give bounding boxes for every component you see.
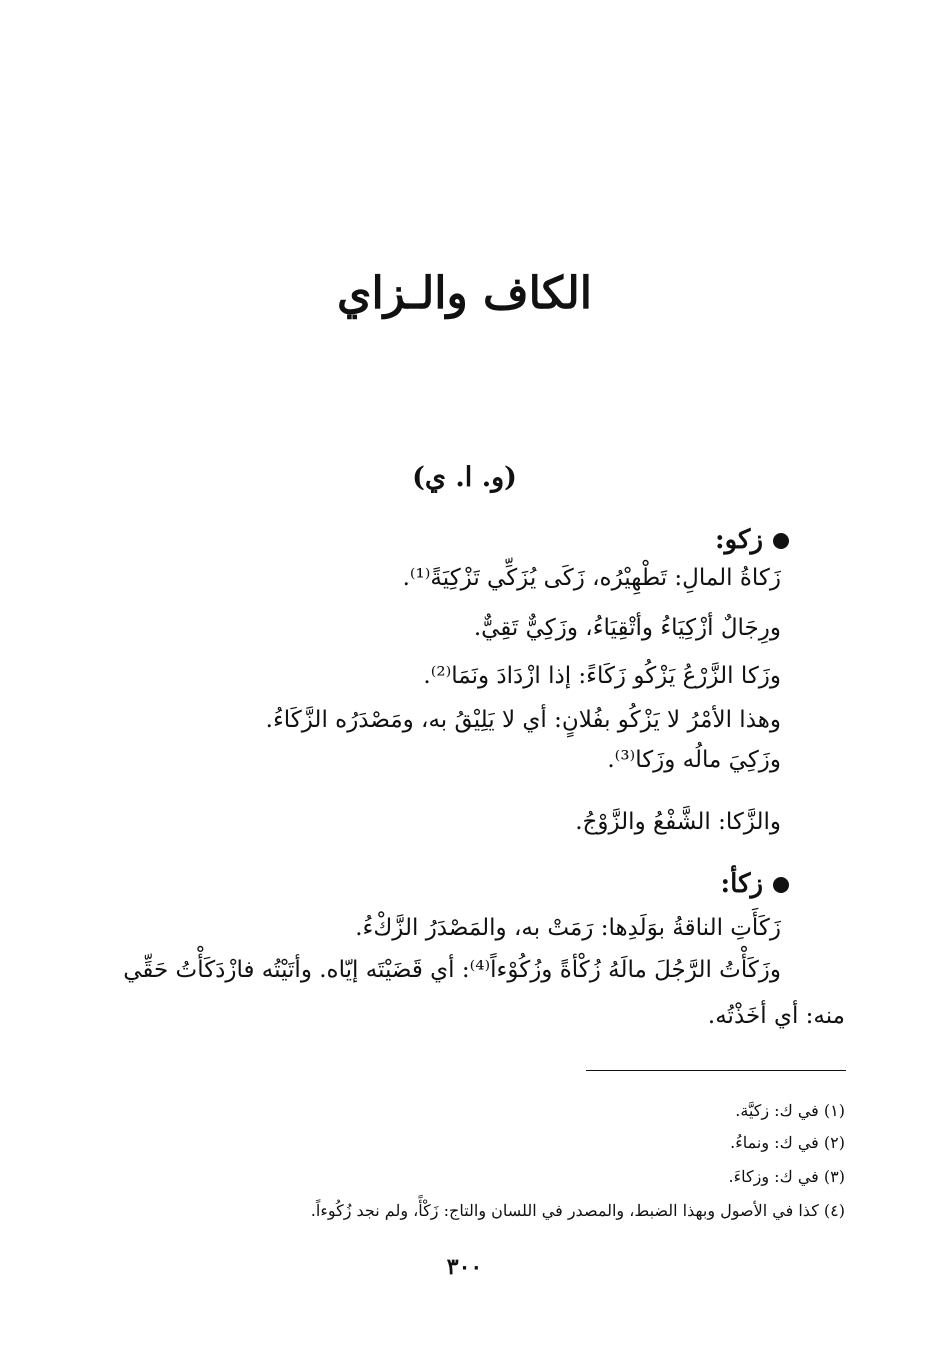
- entry-heading-label: زكأ:: [720, 869, 763, 899]
- entry-line: والزَّكا: الشَّفْعُ والزَّوْجُ.: [575, 809, 781, 835]
- root-heading: (و. ا. ي): [412, 462, 517, 493]
- footnote: (١) في ك: زكيَّة.: [735, 1101, 845, 1120]
- entry-line: وزَكِيَ مالُه وزَكا⁽³⁾.: [607, 747, 781, 773]
- footnote: (٤) كذا في الأصول وبهذا الضبط، والمصدر في اللسان والتاج: زَكْأً، ولم نجد زُكُوءاً.: [310, 1201, 845, 1220]
- footnote: (٢) في ك: ونماءُ.: [730, 1133, 845, 1152]
- entry-heading-label: زكو:: [715, 525, 763, 555]
- entry-line: وهذا الأمْرُ لا يَزْكُو بفُلانٍ: أي لا يَلِيْقُ به، ومَصْدَرُه الزَّكَاءُ.: [265, 707, 781, 733]
- bullet-icon: [773, 533, 789, 549]
- entry-line: وزَكَأْتُ الرَّجُلَ مالَهُ زُكْأةً وزُكُوْءاً⁽⁴⁾: أي قَضَيْتَه إيّاه. وأتَيْتُه فازْدَكَأْتُ حَقِّي: [123, 957, 781, 983]
- footnote-divider: [586, 1070, 846, 1071]
- footnote: (٣) في ك: وزكاءَ.: [728, 1167, 845, 1186]
- entry-heading-zka: [721, 864, 789, 904]
- entry-line: ورِجَالٌ أزْكِيَاءُ وأتْقِيَاءُ، وزَكِيٌّ تَقِيٌّ.: [473, 615, 781, 641]
- entry-line: وزَكا الزَّرْعُ يَزْكُو زَكَاءً: إذا ازْدَادَ ونَمَا⁽²⁾.: [423, 663, 781, 689]
- entry-line: زَكَأَتِ الناقةُ بوَلَدِها: رَمَتْ به، والمَصْدَرُ الزَّكْءُ.: [355, 915, 781, 941]
- entry-line: زَكاةُ المالِ: تَطْهِيْرُه، زَكَى يُزَكِّي تَزْكِيَةً⁽¹⁾.: [402, 565, 781, 591]
- entry-line: منه: أي أخَذْتُه.: [707, 1003, 845, 1029]
- chapter-title: الكاف والـزاي: [337, 268, 592, 319]
- bullet-icon: [773, 877, 789, 893]
- entry-heading-zkw: [715, 520, 789, 560]
- page-number: ٣٠٠: [446, 1254, 483, 1280]
